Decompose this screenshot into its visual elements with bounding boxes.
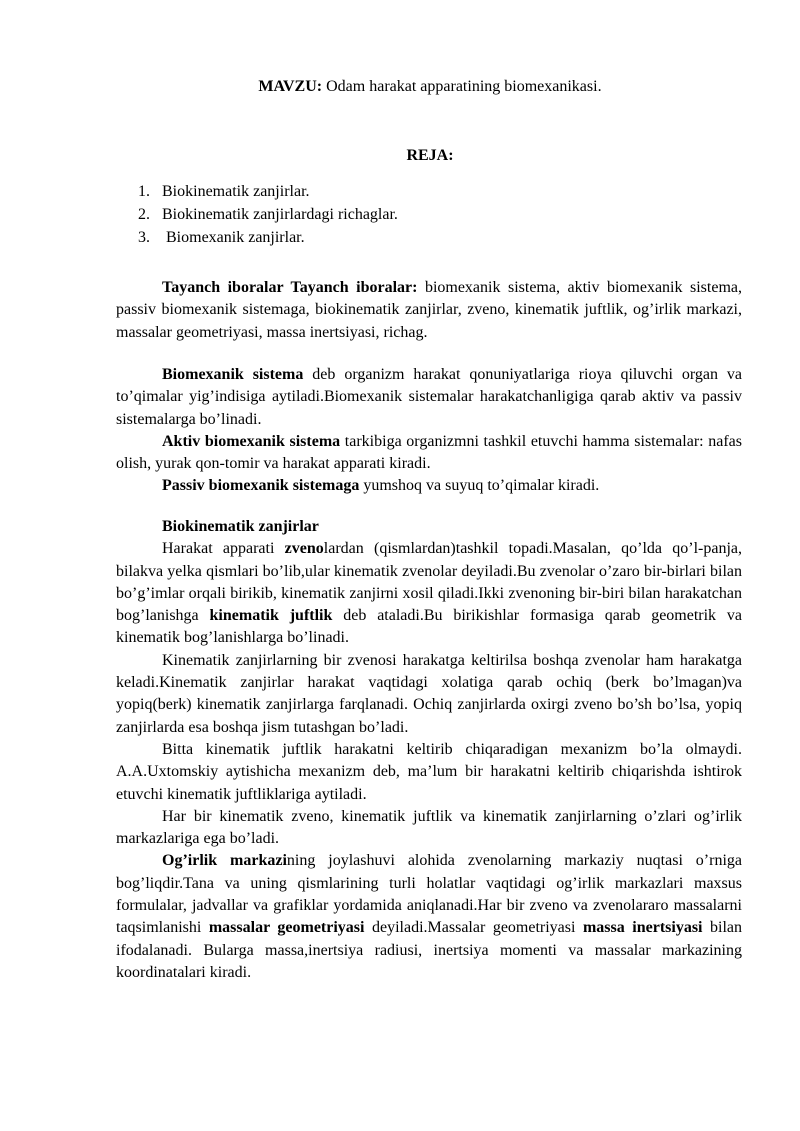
- plan-item-number: 2.: [138, 206, 150, 223]
- chain-paragraph: Kinematik zanjirlarning bir zvenosi harakatga keltirilsa boshqa zvenolar ham harakatga keladi.Kinematik zanjirlar harakat vaqtidagi xolatiga qarab ochiq (berk bo’lmagan)va yopiq(berk) kinematik zanjirlarga farqlanadi. Ochiq zanjirlarda oxirgi zveno bo’sh bo’lsa, yopiq zanjirlarda esa boshqa jism tutashgan bo’ladi.: [116, 651, 742, 736]
- section-heading: Biokinematik zanjirlar: [162, 518, 319, 535]
- plan-list: [138, 180, 398, 249]
- term-center-of-mass: Og’irlik markazi: [162, 852, 287, 870]
- keywords-block: [116, 277, 742, 344]
- passive-system-paragraph: [116, 475, 742, 497]
- systems-block: [116, 364, 742, 498]
- paragraph-text: Harakat apparati: [162, 540, 285, 558]
- plan-item-text: Biomexanik zanjirlar.: [162, 229, 305, 246]
- term-mass-geometry: massalar geometriyasi: [208, 919, 365, 937]
- keywords-paragraph: [116, 277, 742, 344]
- term-biomechanical-system: Biomexanik sistema: [162, 366, 304, 383]
- topic-title: [0, 78, 800, 96]
- center-of-mass-paragraph: [116, 850, 742, 984]
- term-mass-inertia: massa inertsiyasi: [582, 919, 703, 937]
- plan-item: [138, 180, 398, 203]
- paragraph-text: ning joylashuvi alohida zvenolarning markaziy nuqtasi o’rniga bog’liqdir.Tana va uning qismlarining turli holatlar vaqtidagi og’irlik markazlari maxsus formulalar, jadvallar va grafiklar yordamida aniqlanadi.Har bir zveno va zvenolararo massalarni taqsimlanishi: [116, 852, 742, 937]
- term-zveno: zveno: [284, 540, 324, 558]
- plan-item-text: Biokinematik zanjirlardagi richaglar.: [162, 206, 398, 223]
- plan-item: [138, 203, 398, 226]
- term-active-system: Aktiv biomexanik sistema: [162, 432, 341, 450]
- topic-label: MAVZU:: [258, 78, 323, 95]
- topic-text: Odam harakat apparatining biomexanikasi.: [322, 78, 602, 95]
- paragraph-text: yumshoq va suyuq to’qimalar kiradi.: [359, 477, 600, 495]
- paragraph-text: tarkibiga organizmni tashkil etuvchi hamma sistemalar: nafas olish, yurak qon-tomir va harakat apparati kiradi.: [116, 432, 742, 473]
- plan-item-number: 3.: [138, 229, 150, 246]
- plan-item-number: 1.: [138, 183, 150, 200]
- plan-item-text: Biokinematik zanjirlar.: [162, 183, 310, 200]
- gravity-paragraph: Har bir kinematik zveno, kinematik juftlik va kinematik zanjirlarning o’zlari og’irlik markazlariga ega bo’ladi.: [116, 807, 742, 848]
- active-system-paragraph: [116, 431, 742, 476]
- mechanism-paragraph: Bitta kinematik juftlik harakatni keltirib chiqaradigan mexanizm bo’la olmaydi. A.A.Uxtomskiy aytishicha mexanizm deb, ma’lum bir harakatni keltirib chiqarishda ishtirok etuvchi kinematik juftliklariga aytiladi.: [116, 740, 742, 803]
- term-passive-system: Passiv biomexanik sistemaga: [162, 477, 360, 495]
- keywords-label: Tayanch iboralar Tayanch iboralar:: [162, 279, 418, 296]
- term-kinematic-pair: kinematik juftlik: [209, 607, 333, 625]
- paragraph-text: deb organizm harakat qonuniyatlariga rioya qiluvchi organ va to’qimalar yig’indisiga aytiladi.Biomexanik sistemalar harakatchanligiga qarab aktiv va passiv sistemalarga bo’linadi.: [116, 366, 743, 428]
- biomechanical-system-paragraph: [116, 364, 742, 431]
- keywords-text: biomexanik sistema, aktiv biomexanik sistema, passiv biomexanik sistemaga, biokinematik zanjirlar, zveno, kinematik juftlik, og’irlik markazi, massalar geometriyasi, massa inertsiyasi, richag.: [116, 279, 742, 341]
- plan-title: REJA:: [406, 147, 454, 164]
- paragraph-text: lardan (qismlardan)tashkil topadi.Masalan, qo’lda qo’l-panja, bilakva yelka qismlari bo’lib,ular kinematik zvenolar deyiladi.Bu zvenolar o’zaro bir-birlari bilan bo’g’imlar orqali birikib, kinematik zanjirni xosil qiladi.Ikki zvenoning bir-biri bilan harakatchan bog’lanishga: [116, 540, 743, 625]
- paragraph-text: deyiladi.Massalar geometriyasi: [364, 919, 583, 937]
- chains-block: [116, 516, 742, 984]
- paragraph-text: bilan ifodalanadi. Bularga massa,inertsiya radiusi, inertsiya momenti va massalar markazining koordinatalari kiradi.: [116, 919, 742, 981]
- zveno-paragraph: [116, 538, 742, 649]
- paragraph-text: deb ataladi.Bu birikishlar formasiga qarab geometrik va kinematik bog’lanishlarga bo’linadi.: [116, 607, 743, 647]
- plan-item: [138, 226, 398, 249]
